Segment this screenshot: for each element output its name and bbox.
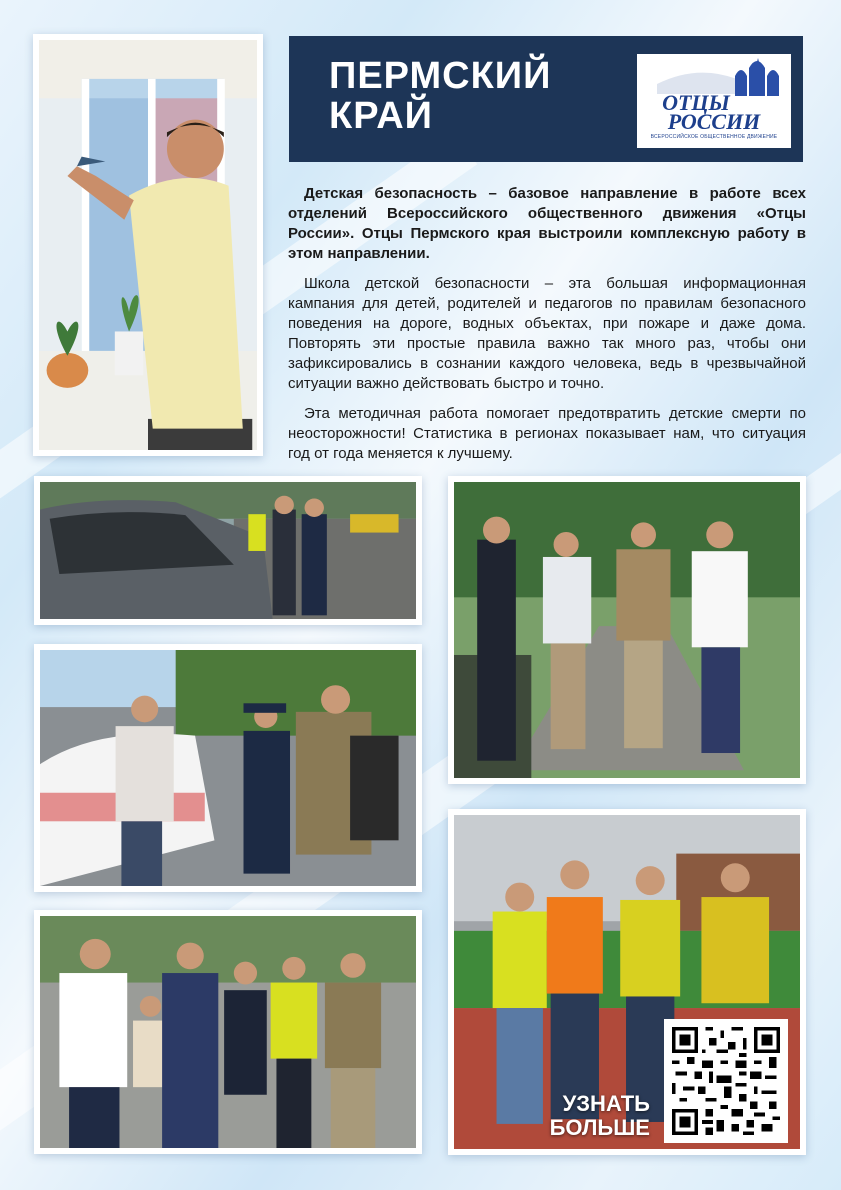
article-lead: Детская безопасность – базовое направление в работе всех отделений Всероссийского общественного движения «Отцы России». Отцы Пермского края выстроили комплексную работу в этом направлении. [288,185,806,262]
logo-text-line2: РОССИИ [667,109,761,134]
article-text [288,184,806,474]
photo-four-men [448,476,806,784]
photo-road-patrol [34,644,422,892]
header-banner [289,36,803,162]
otcy-rossii-logo [637,54,791,148]
page-title: ПЕРМСКИЙ КРАЙ [329,55,552,137]
photo-group-with-child [34,910,422,1154]
qr-code[interactable] [664,1019,788,1143]
photo-man-at-window [33,34,263,456]
photo-car-inspection [34,476,422,625]
article-paragraph: Школа детской безопасности – эта большая информационная кампания для детей, родителей и педагогов по правилам безопасного поведения на дороге, водных объектах, при пожаре и даже дома. Повторять эти простые правила важно так много раз, чтобы они зафиксировались в сознании каждого человека, ведь в чрезвычайной ситуации важно действовать быстро и точно. [288,275,806,392]
article-paragraph: Эта методичная работа помогает предотвратить детские смерти по неосторожности! Статистика в регионах показывает нам, что ситуация год от года меняется к лучшему. [288,405,806,462]
logo-text-line1: ОТЦЫ [662,90,730,115]
learn-more-label: УЗНАТЬ БОЛЬШЕ [549,1091,650,1140]
qr-code-icon [672,1027,780,1135]
logo-subtitle: ВСЕРОССИЙСКОЕ ОБЩЕСТВЕННОЕ ДВИЖЕНИЕ [650,134,778,140]
